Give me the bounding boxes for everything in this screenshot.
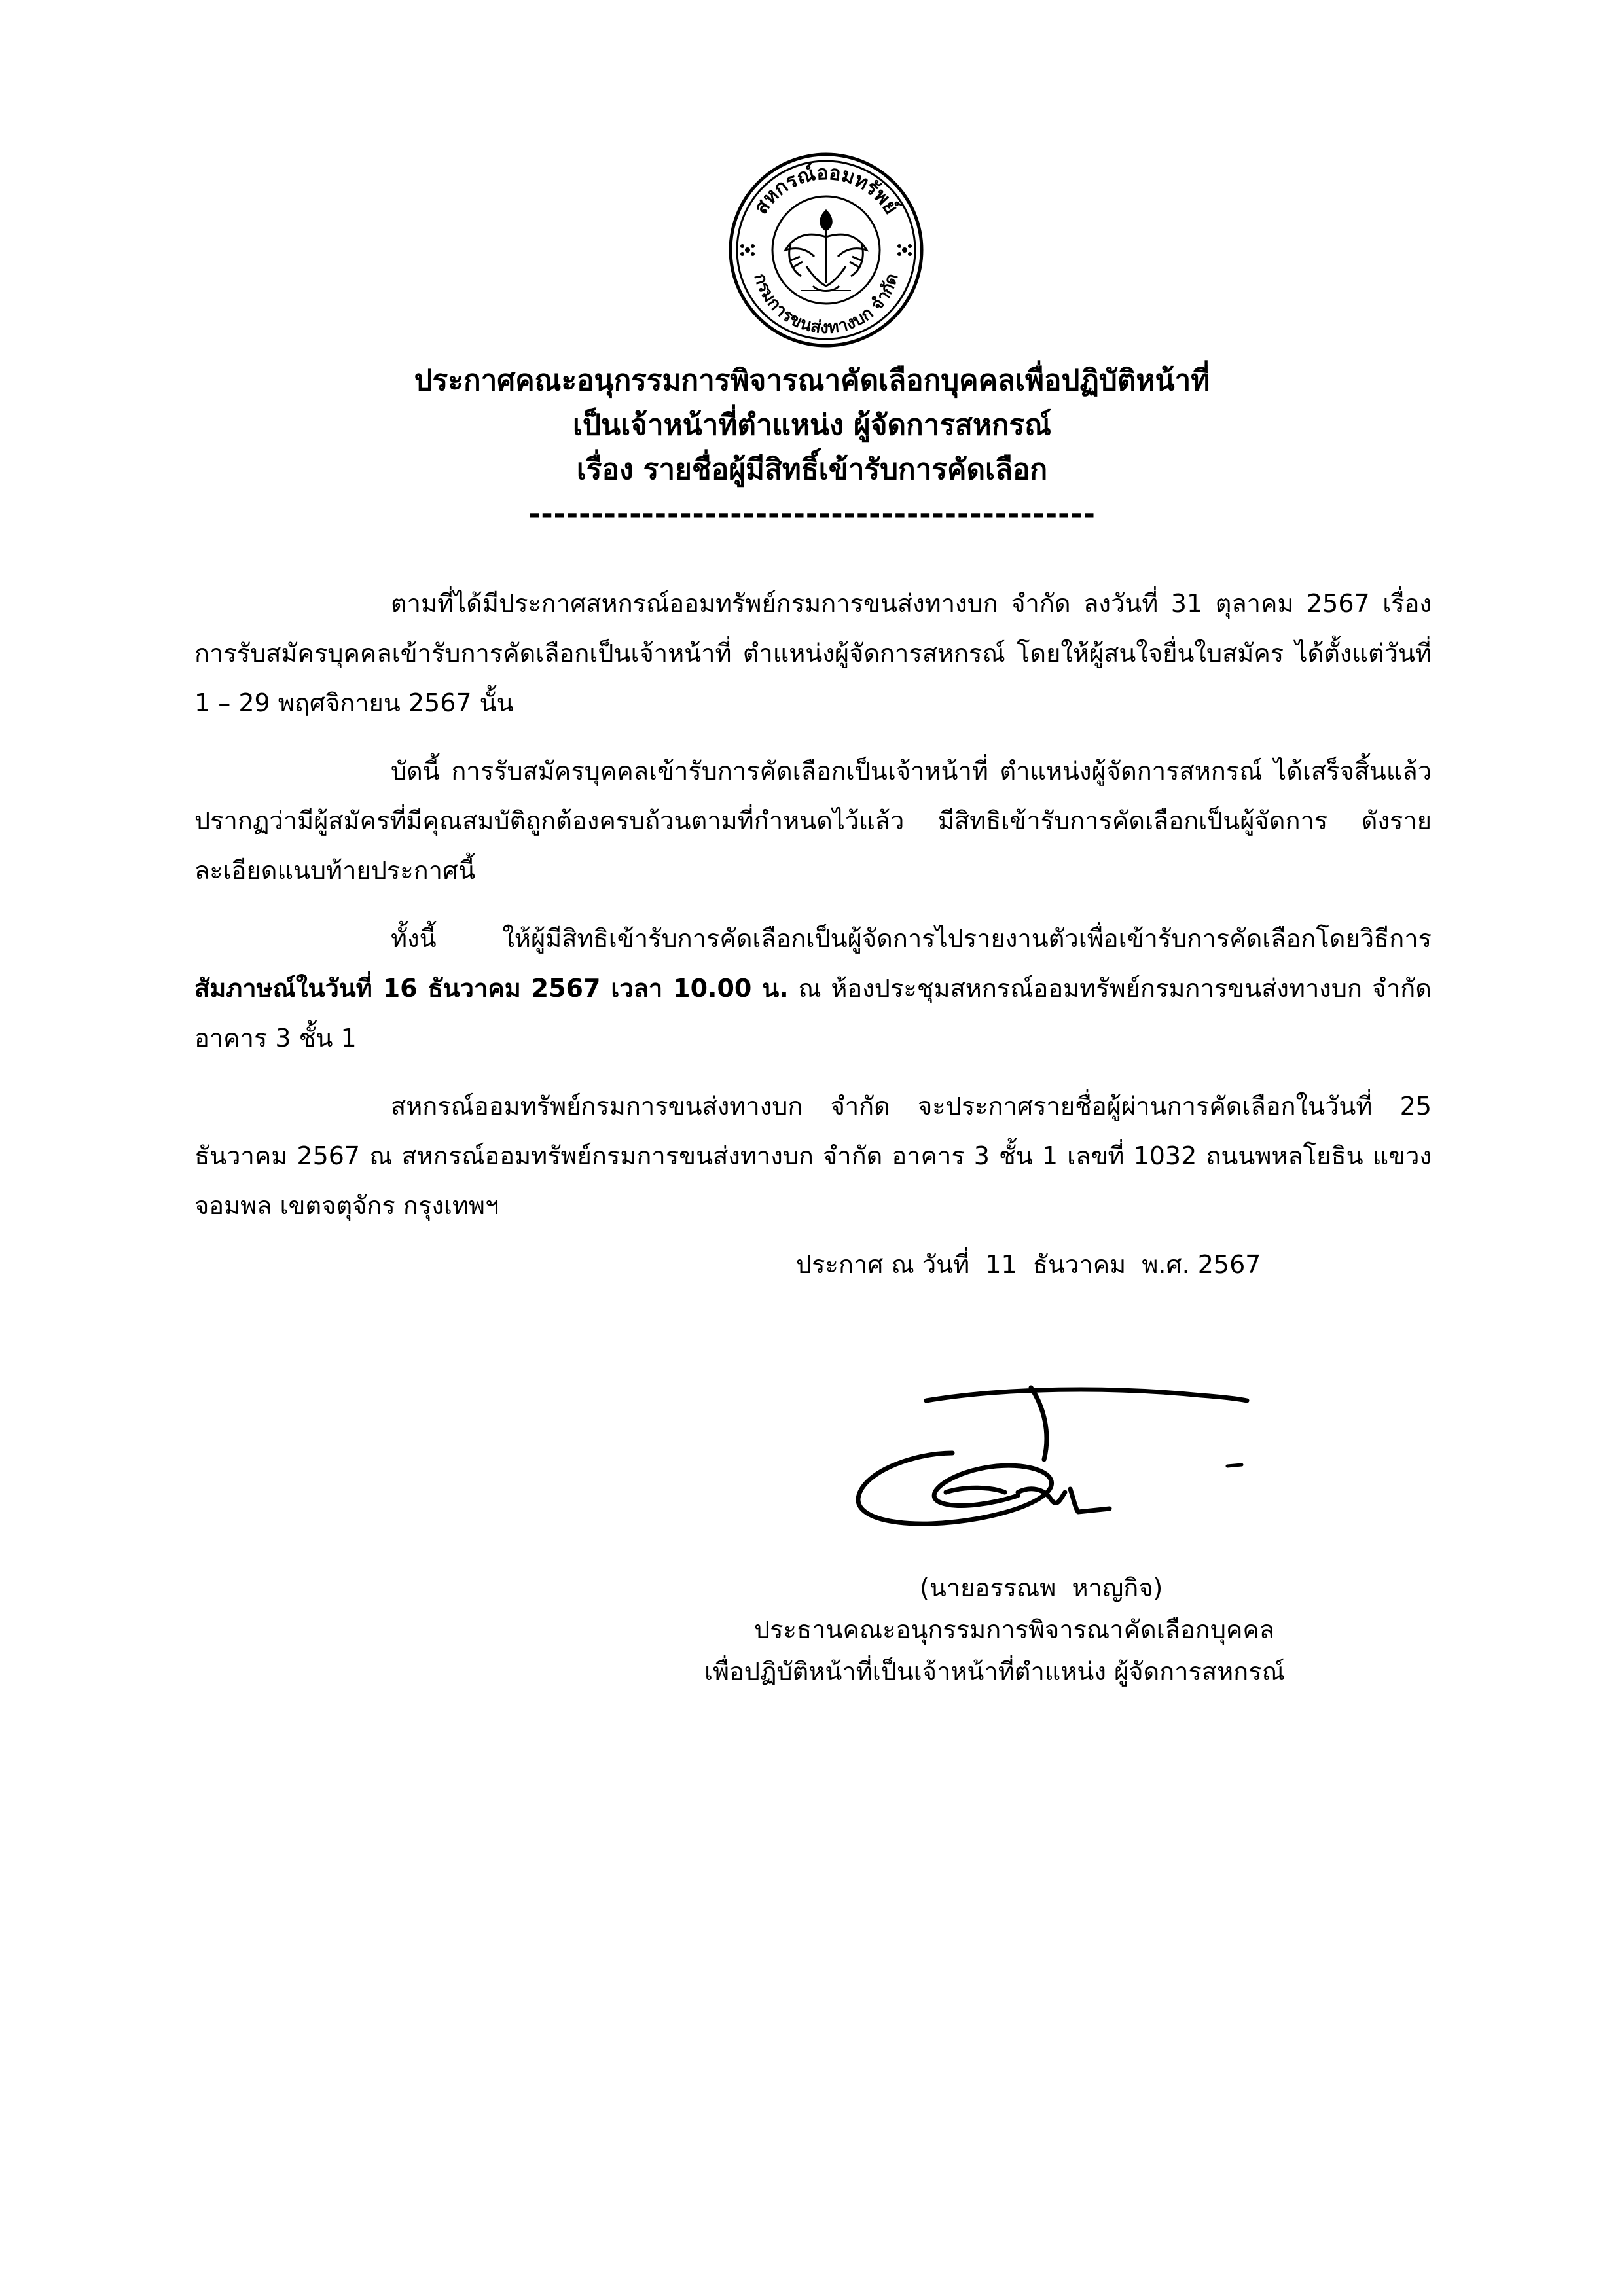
signer-position-line-1: ประธานคณะอนุกรรมการพิจารณาคัดเลือกบุคคล — [754, 1615, 1275, 1644]
paragraph-2: บัดนี้ การรับสมัครบุคคลเข้ารับการคัดเลือกเป็นเจ้าหน้าที่ ตำแหน่งผู้จัดการสหกรณ์ ได้เสร็จสิ้นแล้ว ปรากฏว่ามีผู้สมัครที่มีคุณสมบัติถูกต้องครบถ้วนตามที่กำหนดไว้แล้ว มีสิทธิเข้ารับการคัดเลือกเป็นผู้จัดการ ดังรายละเอียดแนบท้ายประกาศนี้ — [194, 757, 1432, 885]
organization-seal — [728, 152, 924, 348]
announcement-body — [194, 579, 1432, 1249]
announcement-heading — [0, 359, 1624, 537]
paragraph-3 — [194, 914, 1432, 1063]
paragraph-3-location: ณ ห้องประชุมสหกรณ์ออมทรัพย์กรมการขนส่งทางบก จำกัด อาคาร 3 ชั้น 1 — [194, 974, 1432, 1052]
seal-text-bottom: กรมการขนส่งทางบก จำกัด — [749, 271, 903, 338]
announcement-date: ประกาศ ณ วันที่ 11 ธันวาคม พ.ศ. 2567 — [796, 1250, 1261, 1279]
interview-datetime: สัมภาษณ์ในวันที่ 16 ธันวาคม 2567 เวลา 10.00 น. — [194, 974, 789, 1003]
signer-block — [589, 1567, 1506, 1693]
heading-line-1: ประกาศคณะอนุกรรมการพิจารณาคัดเลือกบุคคลเพื่อปฏิบัติหน้าที่ — [414, 364, 1210, 397]
heading-line-3: เรื่อง รายชื่อผู้มีสิทธิ์เข้ารับการคัดเลือก — [576, 453, 1048, 486]
paragraph-4: สหกรณ์ออมทรัพย์กรมการขนส่งทางบก จำกัด จะประกาศรายชื่อผู้ผ่านการคัดเลือกในวันที่ 25 ธันวาคม 2567 ณ สหกรณ์ออมทรัพย์กรมการขนส่งทางบก จำกัด อาคาร 3 ชั้น 1 เลขที่ 1032 ถนนพหลโยธิน แขวงจอมพล เขตจตุจักร กรุงเทพฯ — [194, 1092, 1432, 1220]
heading-divider: --------------------------------------------- — [528, 497, 1096, 531]
heading-line-2: เป็นเจ้าหน้าที่ตำแหน่ง ผู้จัดการสหกรณ์ — [573, 408, 1051, 442]
signer-position-line-2: เพื่อปฏิบัติหน้าที่เป็นเจ้าหน้าที่ตำแหน่ง ผู้จัดการสหกรณ์ — [704, 1657, 1285, 1686]
paragraph-1: ตามที่ได้มีประกาศสหกรณ์ออมทรัพย์กรมการขนส่งทางบก จำกัด ลงวันที่ 31 ตุลาคม 2567 เรื่อง การรับสมัครบุคคลเข้ารับการคัดเลือกเป็นเจ้าหน้าที่ ตำแหน่งผู้จัดการสหกรณ์ โดยให้ผู้สนใจยื่นใบสมัคร ได้ตั้งแต่วันที่ 1 – 29 พฤศจิกายน 2567 นั้น — [194, 589, 1432, 717]
signer-name: (นายอรรณพ หาญกิจ) — [920, 1573, 1163, 1602]
seal-text-top: สหกรณ์ออมทรัพย์ — [749, 161, 903, 219]
paragraph-3-text: ทั้งนี้ ให้ผู้มีสิทธิเข้ารับการคัดเลือกเป็นผู้จัดการไปรายงานตัวเพื่อเข้ารับการคัดเลือกโดยวิธีการ — [391, 924, 1432, 953]
signature-image — [835, 1361, 1306, 1545]
